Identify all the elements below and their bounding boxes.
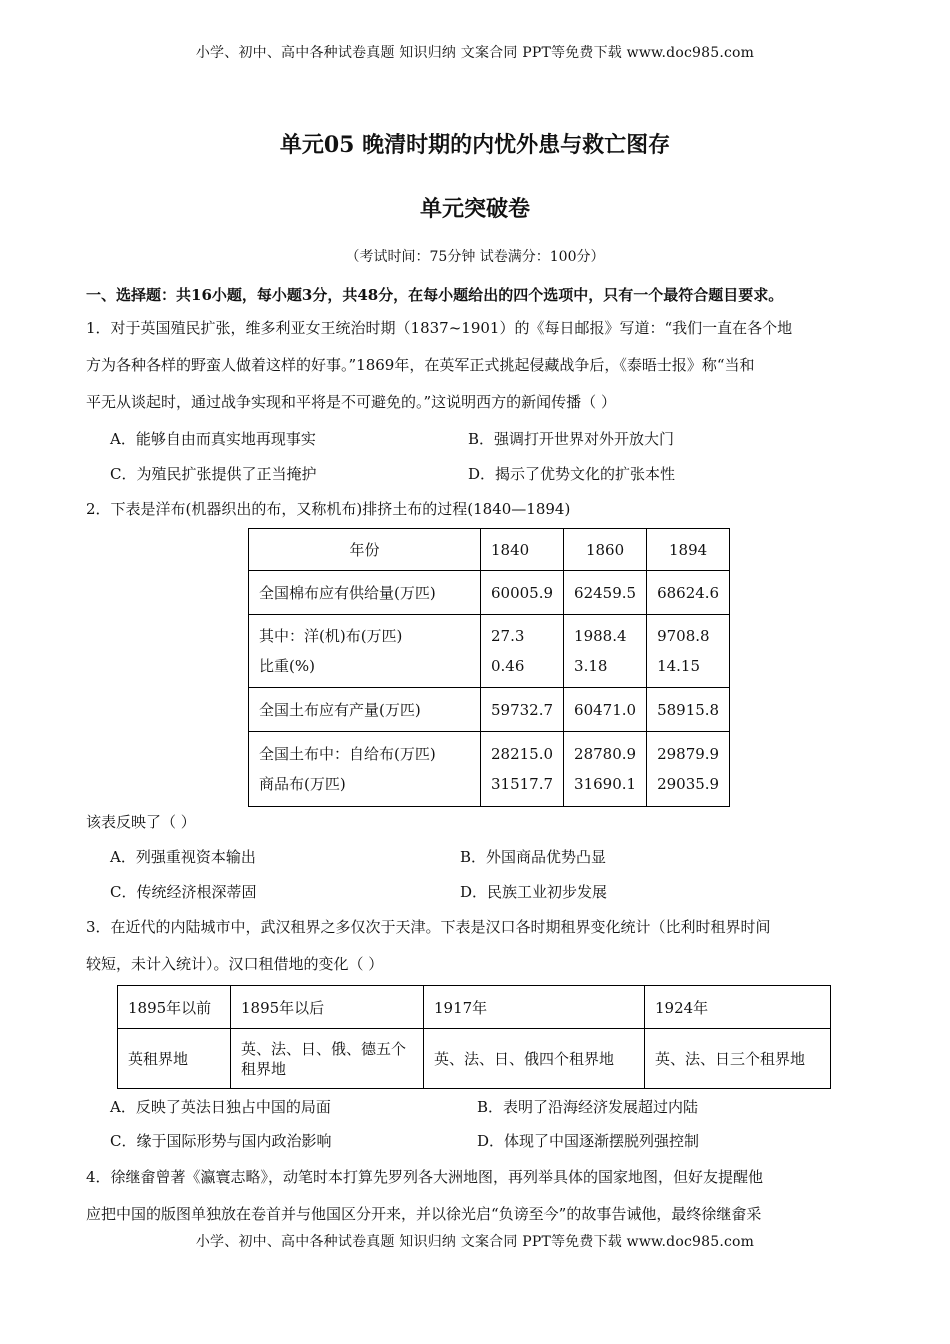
table-cell: 62459.5 — [564, 571, 647, 615]
q1-option-c: C．为殖民扩张提供了正当掩护 — [110, 465, 317, 483]
table-cell — [249, 732, 481, 807]
table-cell: 英租界地 — [118, 1029, 231, 1089]
cell-line: 28215.0 — [491, 745, 554, 763]
q2-table — [248, 528, 730, 807]
table-cell: 英、法、日、俄、德五个租界地 — [231, 1029, 424, 1089]
table-cell: 全国土布应有产量(万匹) — [249, 688, 481, 732]
table-header: 1917年 — [424, 986, 645, 1029]
table-cell: 英、法、日、俄四个租界地 — [424, 1029, 645, 1089]
table-cell: 60471.0 — [564, 688, 647, 732]
q2-option-c: C．传统经济根深蒂固 — [110, 883, 257, 901]
table-cell — [647, 615, 730, 688]
cell-line: 29879.9 — [657, 745, 720, 763]
cell-line: 9708.8 — [657, 627, 710, 645]
q3-option-d: D．体现了中国逐渐摆脱列强控制 — [477, 1132, 700, 1150]
cell-line: 3.18 — [574, 657, 608, 675]
q3-option-a: A．反映了英法日独占中国的局面 — [110, 1098, 331, 1116]
table-header: 1894 — [647, 529, 730, 571]
q2-option-b: B．外国商品优势凸显 — [460, 848, 607, 866]
cell-line: 0.46 — [491, 657, 525, 675]
q3-line2: 较短，未计入统计）。汉口租借地的变化（ ） — [86, 955, 384, 973]
q1-option-a: A．能够自由而真实地再现事实 — [110, 430, 316, 448]
table-header: 1895年以前 — [118, 986, 231, 1029]
q2-option-a: A．列强重视资本输出 — [110, 848, 256, 866]
q4-line2: 应把中国的版图单独放在卷首并与他国区分开来，并以徐光启“负谤至今”的故事告诫他，最终徐继畲采 — [86, 1205, 762, 1223]
table-cell — [481, 615, 564, 688]
cell-line: 28780.9 — [574, 745, 637, 763]
page-footer: 小学、初中、高中各种试卷真题 知识归纳 文案合同 PPT等免费下载 www.doc985.com — [195, 1234, 755, 1250]
q4-line1: 4．徐继畲曾著《瀛寰志略》，动笔时本打算先罗列各大洲地图，再列举具体的国家地图，但好友提醒他 — [86, 1168, 764, 1186]
cell-line: 29035.9 — [657, 775, 720, 793]
page-subtitle: 单元突破卷 — [419, 196, 530, 222]
q3-line1: 3．在近代的内陆城市中，武汉租界之多仅次于天津。下表是汉口各时期租界变化统计（比利时租界时间 — [86, 918, 771, 936]
table-cell — [481, 732, 564, 807]
q3-option-c: C．缘于国际形势与国内政治影响 — [110, 1132, 332, 1150]
table-header: 1924年 — [645, 986, 831, 1029]
table-cell — [647, 732, 730, 807]
table-cell — [564, 732, 647, 807]
table-cell: 59732.7 — [481, 688, 564, 732]
section-heading: 一、选择题：共16小题，每小题3分，共48分，在每小题给出的四个选项中，只有一个最符合题目要求。 — [86, 286, 784, 304]
exam-info: （考试时间：75分钟 试卷满分：100分） — [345, 249, 605, 265]
table-cell: 58915.8 — [647, 688, 730, 732]
q1-line2: 方为各种各样的野蛮人做着这样的好事。”1869年，在英军正式挑起侵藏战争后，《泰晤士报》称“当和 — [86, 356, 755, 374]
table-cell: 60005.9 — [481, 571, 564, 615]
table-cell — [564, 615, 647, 688]
cell-line: 其中：洋(机)布(万匹) — [259, 627, 403, 645]
q3-option-b: B．表明了沿海经济发展超过内陆 — [477, 1098, 699, 1116]
table-cell: 全国棉布应有供给量(万匹) — [249, 571, 481, 615]
table-header: 1860 — [564, 529, 647, 571]
cell-line: 比重(%) — [259, 657, 315, 675]
cell-line: 31517.7 — [491, 775, 554, 793]
table-cell: 英、法、日三个租界地 — [645, 1029, 831, 1089]
cell-line: 商品布(万匹) — [259, 775, 346, 793]
table-cell — [249, 615, 481, 688]
cell-line: 全国土布中：自给布(万匹) — [259, 745, 436, 763]
q1-line3: 平无从谈起时，通过战争实现和平将是不可避免的。”这说明西方的新闻传播（ ） — [86, 393, 616, 411]
table-header: 年份 — [249, 529, 481, 571]
q1-line1: 1．对于英国殖民扩张，维多利亚女王统治时期（1837~1901）的《每日邮报》写道：“我们一直在各个地 — [86, 319, 793, 337]
q2-option-d: D．民族工业初步发展 — [460, 883, 608, 901]
q2-after: 该表反映了（ ） — [86, 813, 196, 831]
cell-line: 31690.1 — [574, 775, 637, 793]
cell-line: 14.15 — [657, 657, 701, 675]
q2-stem: 2．下表是洋布(机器织出的布，又称机布)排挤土布的过程(1840—1894) — [86, 500, 571, 518]
cell-line: 27.3 — [491, 627, 525, 645]
page-header: 小学、初中、高中各种试卷真题 知识归纳 文案合同 PPT等免费下载 www.doc985.com — [195, 45, 755, 61]
q1-option-d: D．揭示了优势文化的扩张本性 — [468, 465, 676, 483]
q1-option-b: B．强调打开世界对外开放大门 — [468, 430, 675, 448]
table-header: 1840 — [481, 529, 564, 571]
cell-line: 1988.4 — [574, 627, 627, 645]
q3-table — [117, 985, 831, 1089]
table-cell: 68624.6 — [647, 571, 730, 615]
page-title: 单元05 晚清时期的内忧外患与救亡图存 — [279, 132, 671, 158]
table-header: 1895年以后 — [231, 986, 424, 1029]
